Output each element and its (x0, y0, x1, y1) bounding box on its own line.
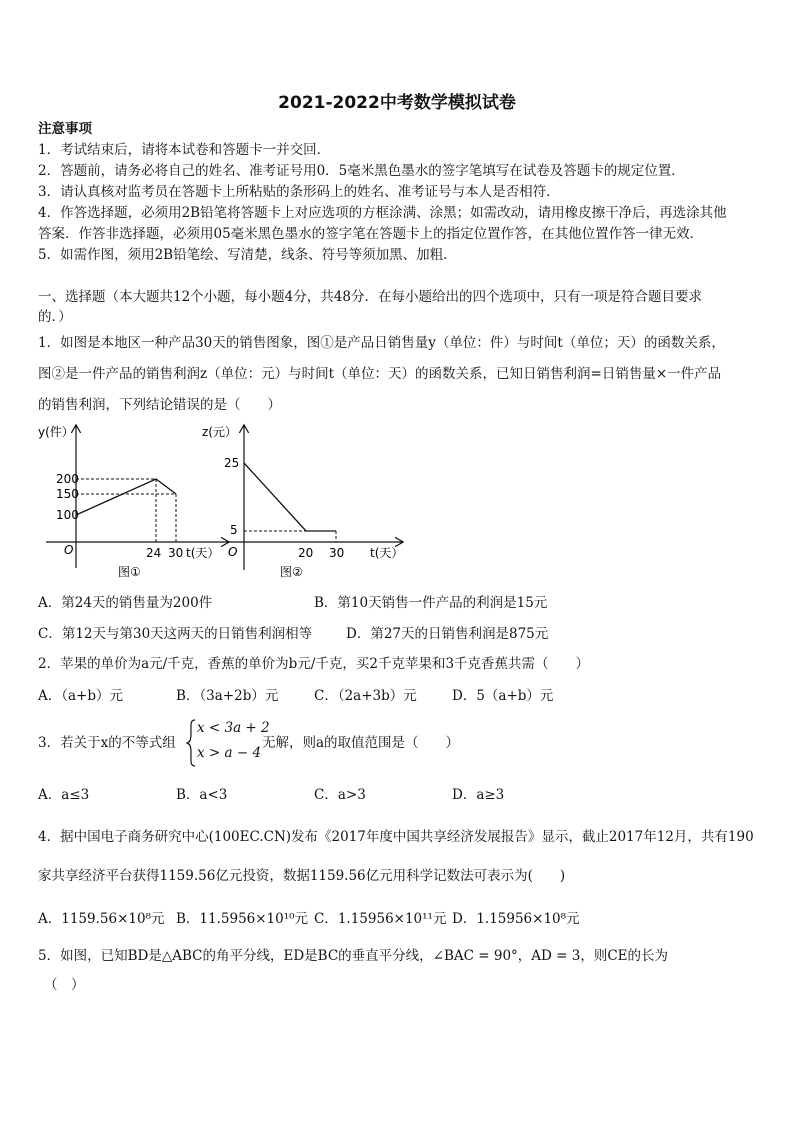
x-axis-label: t(天） (370, 546, 404, 560)
notice-item: 3．请认真核对监考员在答题卡上所粘贴的条形码上的姓名、准考证号与本人是否相符． (38, 184, 560, 200)
y-axis-label: y(件） (38, 425, 74, 439)
question-2-option-d: D．5（a+b）元 (452, 688, 554, 704)
question-2-option-a: A．（a+b）元 (38, 688, 124, 704)
notice-item: 4．作答选择题，必须用2B铅笔将答题卡上对应选项的方框涂满、涂黑；如需改动，请用橡皮擦干净后，再选涂其他 (38, 205, 727, 221)
question-1-option-a: A．第24天的销售量为200件 (38, 595, 213, 611)
y-tick: 150 (56, 487, 79, 501)
question-3-text: 3．若关于x的不等式组 (38, 735, 176, 751)
section-heading: 一、选择题（本大题共12个小题，每小题4分，共48分．在每小题给出的四个选项中，只有一项是符合题目要求 (38, 289, 702, 305)
question-3-text-cont: 无解，则a的取值范围是（ ） (262, 735, 460, 751)
question-4-option-a: A．1159.56×10⁸元 (38, 911, 165, 927)
x-tick: 20 (298, 546, 314, 560)
notice-heading: 注意事项 (38, 121, 92, 137)
y-tick: 5 (230, 523, 238, 537)
question-1-text: 的销售利润，下列结论错误的是（ ） (38, 397, 281, 413)
question-2-option-c: C．（2a+3b）元 (314, 688, 417, 704)
question-4-text: 家共享经济平台获得1159.56亿元投资，数据1159.56亿元用科学记数法可表示为( ) (38, 868, 566, 884)
y-axis-label: z(元） (202, 425, 237, 439)
question-2-text: 2．苹果的单价为a元/千克，香蕉的单价为b元/千克，买2千克苹果和3千克香蕉共需（ ） (38, 656, 590, 672)
notice-item: 5．如需作图，须用2B铅笔绘、写清楚，线条、符号等须加黑、加粗． (38, 247, 457, 263)
question-3-option-a: A．a≤3 (38, 787, 90, 803)
figure-caption: 图② (280, 565, 303, 579)
question-1-text: 1．如图是本地区一种产品30天的销售图象，图①是产品日销售量y（单位：件）与时间t（单位；天）的函数关系， (38, 335, 725, 351)
y-tick: 25 (224, 456, 240, 470)
sales-line (76, 479, 176, 515)
figure-2-graph (196, 420, 406, 582)
x-tick: 30 (329, 546, 345, 560)
figure-caption: 图① (118, 565, 141, 579)
question-3-option-c: C．a>3 (314, 787, 366, 803)
inequality-1: x < 3a + 2 (197, 720, 270, 736)
question-1-text: 图②是一件产品的销售利润z（单位：元）与时间t（单位：天）的函数关系，已知日销售利润=日销售量×一件产品 (38, 366, 722, 382)
y-tick: 200 (56, 472, 79, 486)
origin-label: O (228, 545, 238, 559)
profit-line (244, 463, 336, 531)
notice-item: 1．考试结束后，请将本试卷和答题卡一并交回． (38, 142, 331, 158)
question-4-option-d: D．1.15956×10⁸元 (452, 911, 580, 927)
x-tick: 24 (146, 546, 162, 560)
question-3-option-d: D．a≥3 (452, 787, 505, 803)
question-2-option-b: B．（3a+2b）元 (176, 688, 279, 704)
x-tick: 30 (168, 546, 184, 560)
question-4-option-c: C．1.15956×10¹¹元 (314, 911, 447, 927)
notice-item: 2．答题前，请务必将自己的姓名、准考证号用0．5毫米黑色墨水的签字笔填写在试卷及答题卡的规定位置． (38, 163, 685, 179)
question-5-text: 5．如图，已知BD是△ABC的角平分线，ED是BC的垂直平分线，∠BAC = 90°，AD = 3，则CE的长为 (38, 948, 669, 964)
section-heading-cont: 的．） (38, 309, 72, 325)
exam-title: 2021-2022中考数学模拟试卷 (278, 93, 516, 113)
inequality-2: x > a − 4 (197, 745, 262, 761)
question-5-text: （ ） (44, 977, 85, 993)
question-1-option-c: C．第12天与第30天这两天的日销售利润相等 (38, 626, 313, 642)
question-1-option-b: B．第10天销售一件产品的利润是15元 (314, 595, 548, 611)
question-4-text: 4．据中国电子商务研究中心(100EC.CN)发布《2017年度中国共享经济发展报告》显示，截止2017年12月，共有190 (38, 829, 754, 845)
origin-label: O (64, 543, 74, 557)
notice-item: 答案．作答非选择题，必须用05毫米黑色墨水的签字笔在答题卡上的指定位置作答，在其他位置作答一律无效． (38, 226, 704, 242)
x-axis-label: t(天） (186, 546, 220, 560)
brace-icon (186, 719, 196, 767)
question-4-option-b: B．11.5956×10¹⁰元 (176, 911, 309, 927)
y-tick: 100 (56, 508, 79, 522)
question-1-option-d: D．第27天的日销售利润是875元 (346, 626, 549, 642)
question-3-option-b: B．a<3 (176, 787, 228, 803)
